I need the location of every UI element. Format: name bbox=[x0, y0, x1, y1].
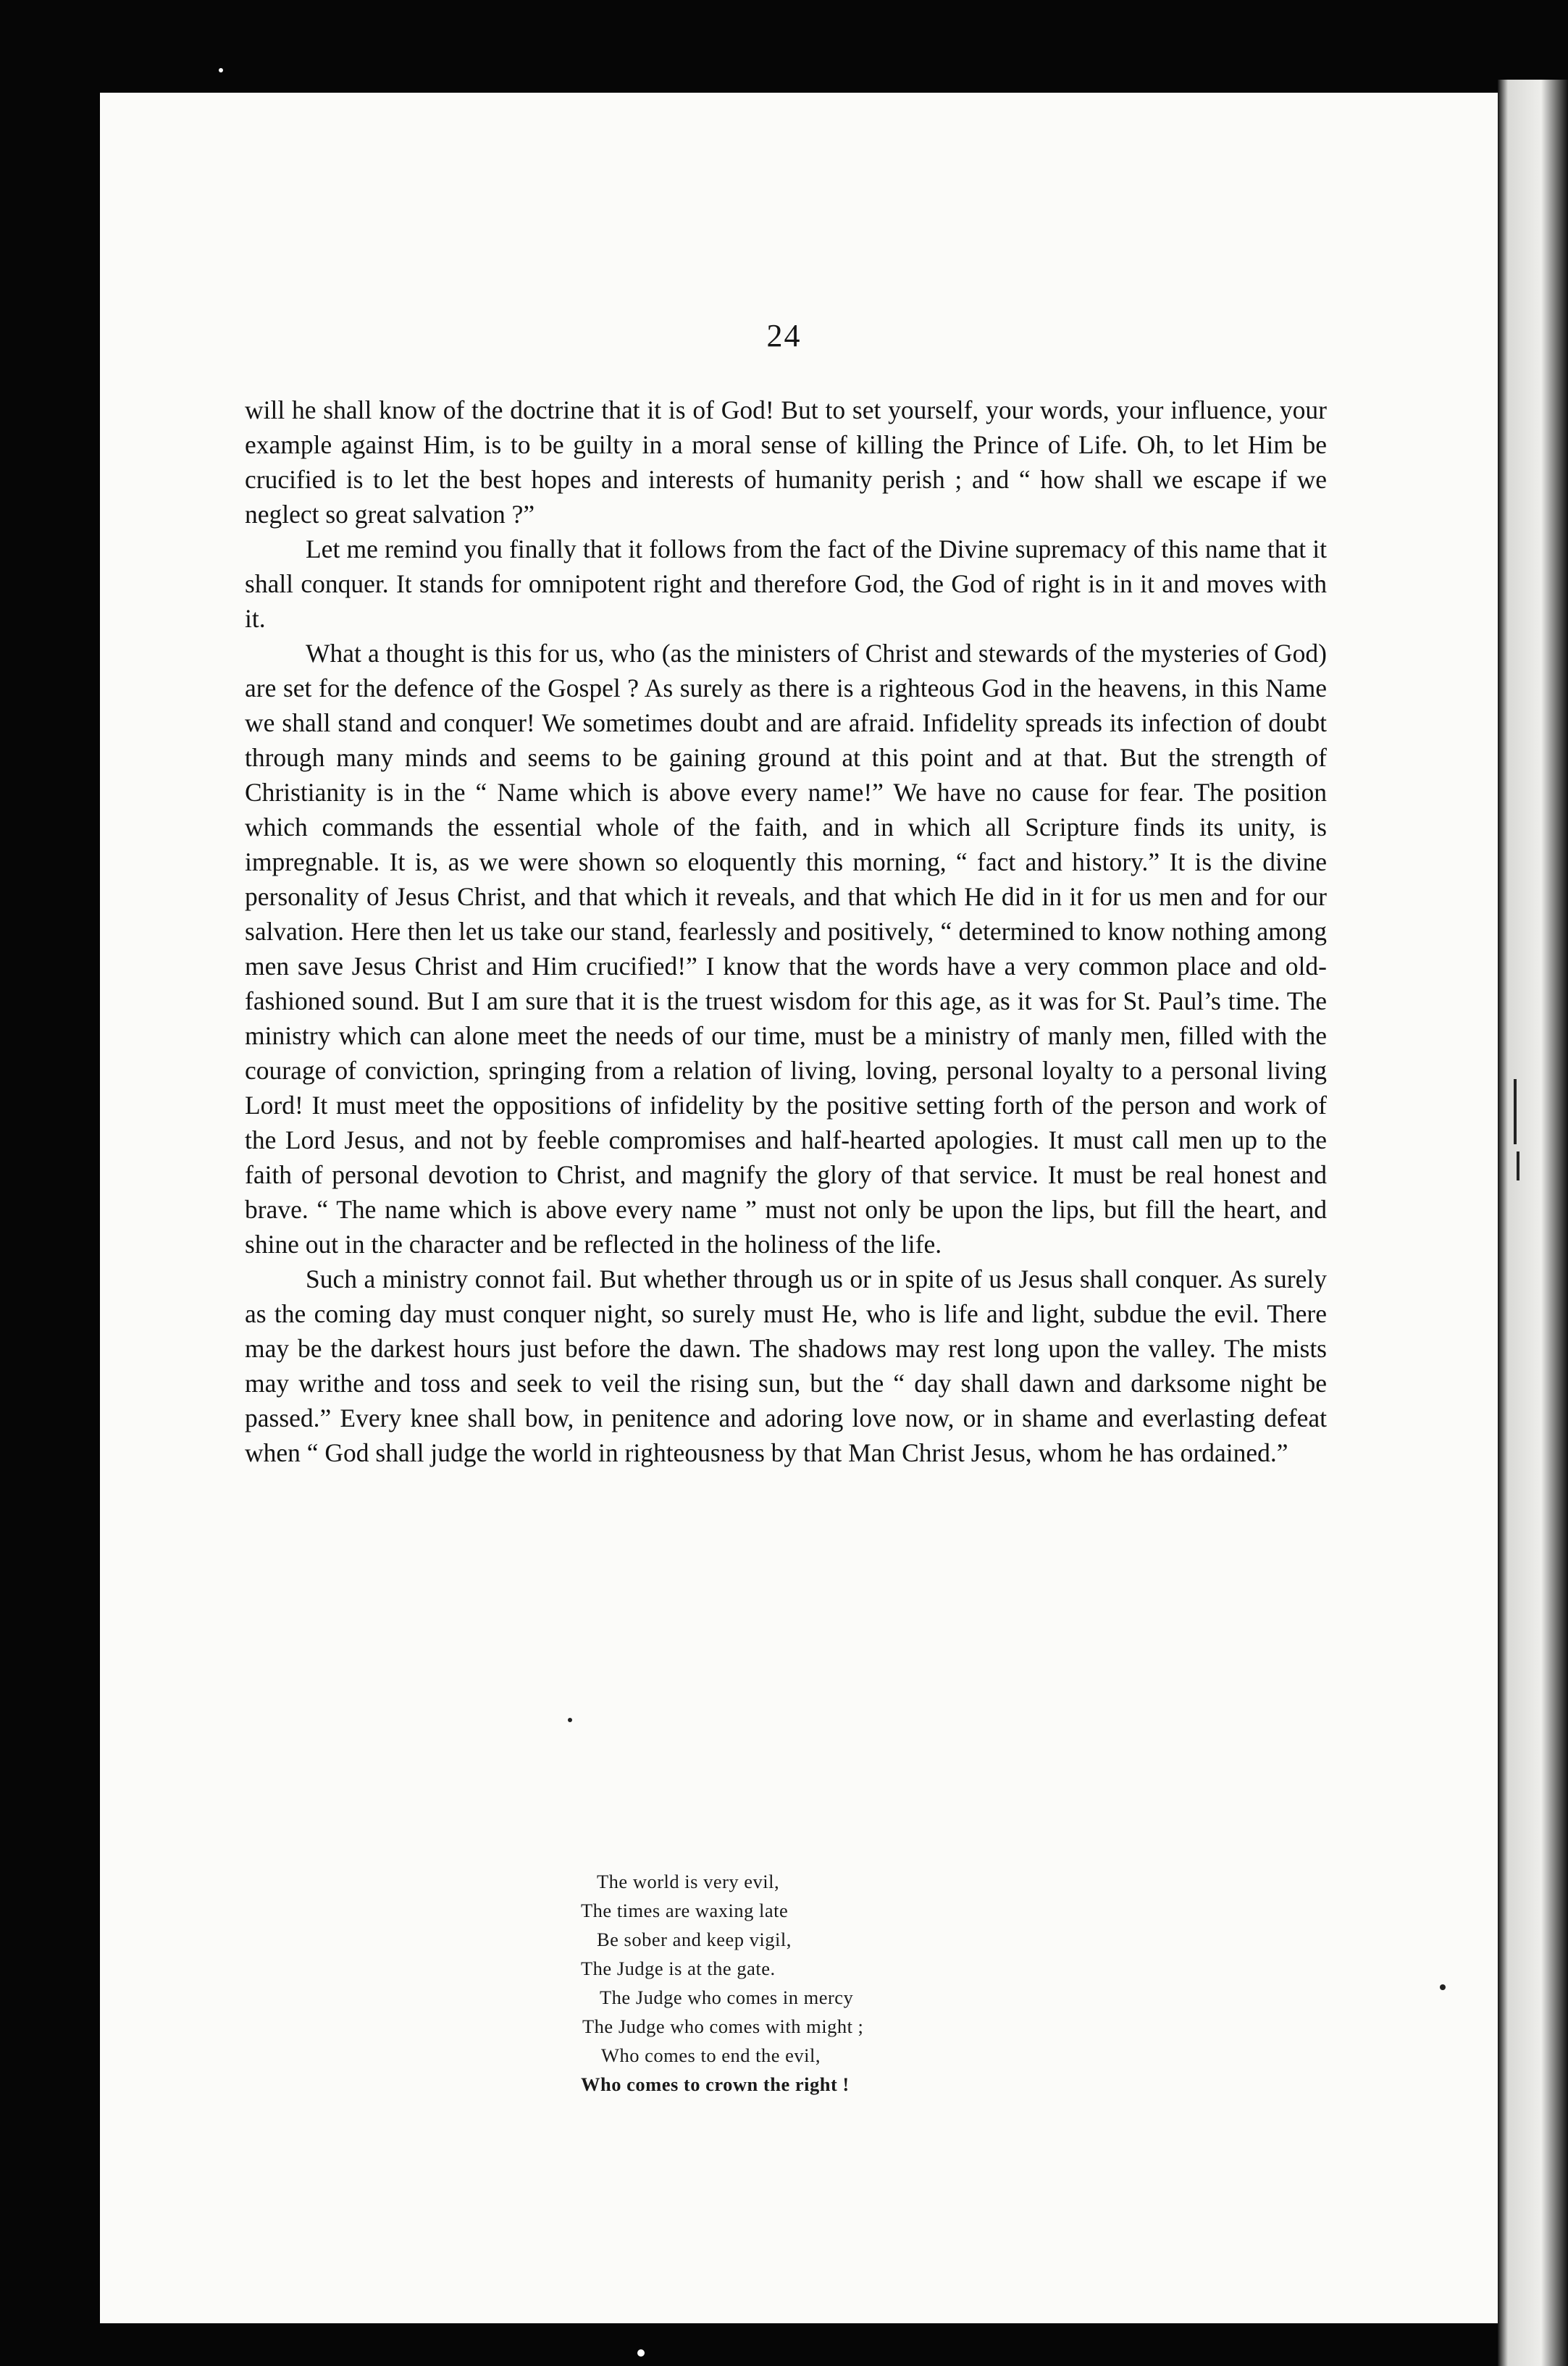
body-text bbox=[245, 393, 1327, 1470]
verse-line: The Judge who comes with might ; bbox=[582, 2015, 864, 2037]
verse-line: The Judge who comes in mercy bbox=[600, 1987, 854, 2008]
verse-line: Who comes to crown the right ! bbox=[581, 2073, 850, 2095]
verse-line: The world is very evil, bbox=[597, 1871, 780, 1892]
adjacent-page-edge bbox=[1498, 80, 1568, 2366]
verse-line: The times are waxing late bbox=[581, 1900, 789, 1921]
scan-speck bbox=[1440, 1984, 1446, 1990]
verse-line: Be sober and keep vigil, bbox=[597, 1929, 792, 1950]
scan-speck bbox=[219, 68, 223, 72]
verse-line: The Judge is at the gate. bbox=[581, 1958, 776, 1979]
paragraph: will he shall know of the doctrine that it is of God! But to set yourself, your words, your influence, your example against Him, is to be guilty in a moral sense of killing the Prince of Life. Oh, to let Him be crucified is to let the best hopes and interests of humanity perish ; and “ how shall we escape if we neglect so great salvation ?” bbox=[245, 395, 1327, 529]
paragraph: Let me remind you finally that it follows from the fact of the Divine supremacy of this name that it shall conquer. It stands for omnipotent right and therefore God, the God of right is in it and moves with it. bbox=[245, 534, 1327, 633]
scan-speck bbox=[637, 2349, 645, 2357]
paragraph: Such a ministry connot fail. But whether through us or in spite of us Jesus shall conquer. As surely as the coming day must conquer night, so surely must He, who is life and light, subdue the evil. There may be the darkest hours just before the dawn. The shadows may rest long upon the valley. The mists may writhe and toss and seek to veil the rising sun, but the “ day shall dawn and darksome night be passed.” Every knee shall bow, in penitence and adoring love now, or in shame and everlasting defeat when “ God shall judge the world in righteousness by that Man Christ Jesus, whom he has ordained.” bbox=[245, 1264, 1327, 1467]
verse-line: Who comes to end the evil, bbox=[601, 2044, 821, 2066]
hymn-verse bbox=[577, 1867, 863, 2099]
scan-speck bbox=[568, 1718, 572, 1722]
paragraph: What a thought is this for us, who (as the ministers of Christ and stewards of the mysteries of God) are set for the defence of the Gospel ? As surely as there is a righteous God in the heavens, in this Name we shall stand and conquer! We sometimes doubt and are afraid. Infidelity spreads its infection of doubt through many minds and seems to be gaining ground at this point and at that. But the strength of Christianity is in the “ Name which is above every name!” We have no cause for fear. The position which commands the essential whole of the faith, and in which all Scripture finds its unity, is impregnable. It is, as we were shown so eloquently this morning, “ fact and history.” It is the divine personality of Jesus Christ, and that which it reveals, and that which He did in it for us men and for our salvation. Here then let us take our stand, fearlessly and positively, “ determined to know nothing among men save Jesus Christ and Him crucified!” I know that the words have a very common place and old-fashioned sound. But I am sure that it is the truest wisdom for this age, as it was for St. Paul’s time. The ministry which can alone meet the needs of our time, must be a ministry of manly men, filled with the courage of conviction, springing from a relation of living, loving, personal loyalty to a personal living Lord! It must meet the oppositions of infidelity by the positive setting forth of the person and work of the Lord Jesus, and not by feeble compromises and half-hearted apologies. It must call men up to the faith of personal devotion to Christ, and magnify the glory of that service. It must be real honest and brave. “ The name which is above every name ” must not only be upon the lips, but fill the heart, and shine out in the character and be reflected in the holiness of the life. bbox=[245, 639, 1327, 1259]
page-number: 24 bbox=[766, 318, 802, 353]
